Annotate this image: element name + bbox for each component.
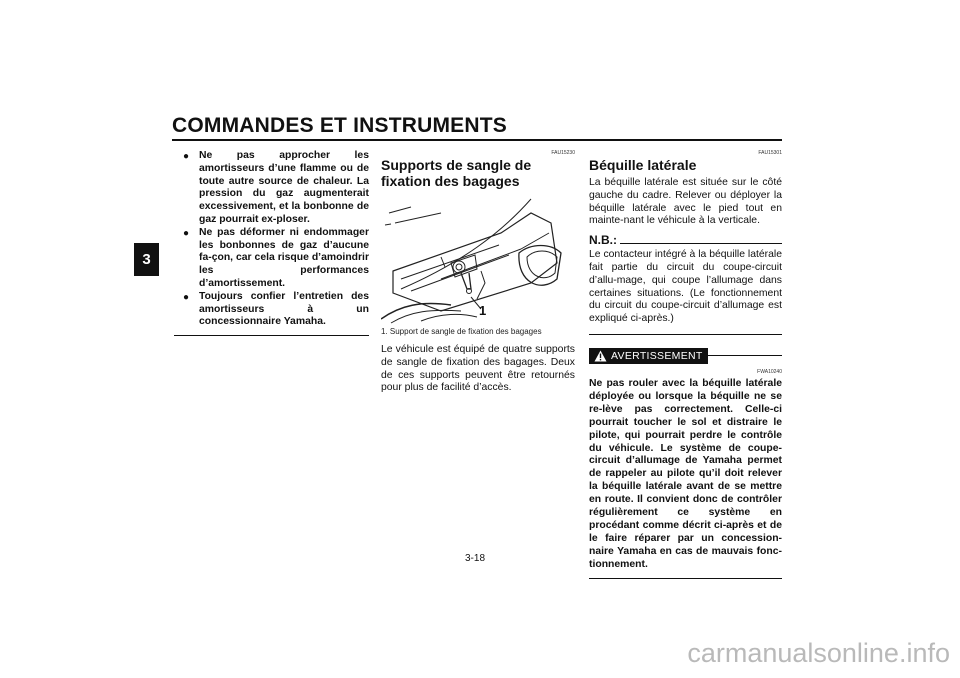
bullet-item <box>183 291 369 329</box>
title-rule <box>172 139 782 141</box>
bullet-list <box>183 150 369 329</box>
bullet-text: Toujours confier l’entretien des amortisseurs à un concessionnaire Yamaha. <box>199 290 369 328</box>
page-title: COMMANDES ET INSTRUMENTS <box>172 114 507 137</box>
section-body: Le véhicule est équipé de quatre supports de sangle de fixation des bagages. Deux de ces supports peuvent être retournés pour plus de facilité d’accès. <box>381 344 575 394</box>
section-code: FAU15230 <box>551 150 575 156</box>
section-code: FAU15301 <box>758 150 782 156</box>
warning-badge <box>589 348 708 364</box>
motorcycle-rear-illustration <box>381 193 567 325</box>
watermark: carmanualsonline.info <box>687 638 950 668</box>
figure-callout-number: 1 <box>479 303 487 318</box>
luggage-strap-hook-illustration <box>381 193 567 325</box>
column-safety-bullets <box>183 150 369 336</box>
note-label: N.B.: <box>589 233 617 248</box>
bullet-text: Ne pas approcher les amortisseurs d’une flamme ou de toute autre source de chaleur. La pression du gaz augmenterait excessivement, et la bonbonne de gaz pourrait ex-ploser. <box>199 150 369 225</box>
warning-rule <box>708 355 782 356</box>
section-heading: Supports de sangle de fixation des bagages <box>381 157 532 189</box>
warning-code: FWA10240 <box>757 368 782 375</box>
column-sidestand <box>589 150 782 579</box>
warning-label: AVERTISSEMENT <box>611 349 703 362</box>
warning-header <box>589 348 782 364</box>
warning-end-rule <box>589 578 782 579</box>
page-number: 3-18 <box>465 553 486 564</box>
chapter-tab: 3 <box>134 243 159 276</box>
bullet-dot-icon: ● <box>183 151 190 162</box>
section-end-rule <box>174 335 369 336</box>
section-intro: La béquille latérale est située sur le côté gauche du cadre. Relever ou déployer la béquille latérale avec le pied tout en mainte-nant le véhicule à la verticale. <box>589 177 782 227</box>
warning-text: Ne pas rouler avec la béquille latérale déployée ou lorsque la béquille ne se re-lève pas correctement. Celle-ci pourrait toucher le sol et distraire le pilote, qui pourrait perdre le contrôle du véhicule. Le système de coupe-circuit d’allumage de Yamaha permet de rappeler au pilote qu’il doit relever la béquille latérale avant de se mettre en route. Il convient donc de contrôler régulièrement ce système en procédant comme décrit ci-après et de le faire réparer par un concession-naire Yamaha en cas de mauvais fonc-tionnement. <box>589 377 782 570</box>
bullet-text: Ne pas déformer ni endommager les bonbonnes de gaz d’aucune fa-çon, car cela risque d’amoindrir les performances d’amortissement. <box>199 226 369 289</box>
note-rule <box>620 243 782 244</box>
bullet-dot-icon: ● <box>183 291 190 303</box>
note-end-rule <box>589 334 782 335</box>
section-heading: Béquille latérale <box>589 157 697 173</box>
figure-caption: 1. Support de sangle de fixation des bagages <box>381 327 542 336</box>
bullet-item <box>183 150 369 227</box>
bullet-dot-icon: ● <box>183 227 190 239</box>
note-heading <box>589 234 782 246</box>
column-luggage-strap <box>381 150 575 395</box>
warning-triangle-icon <box>594 350 607 362</box>
note-text: Le contacteur intégré à la béquille latérale fait partie du circuit du coupe-circuit d’allu-mage, qui coupe l’allumage dans certaines situations. (Le fonctionnement du circuit du coupe-circuit d’allumage est expliqué ci-après.) <box>589 249 782 325</box>
bullet-item <box>183 227 369 291</box>
